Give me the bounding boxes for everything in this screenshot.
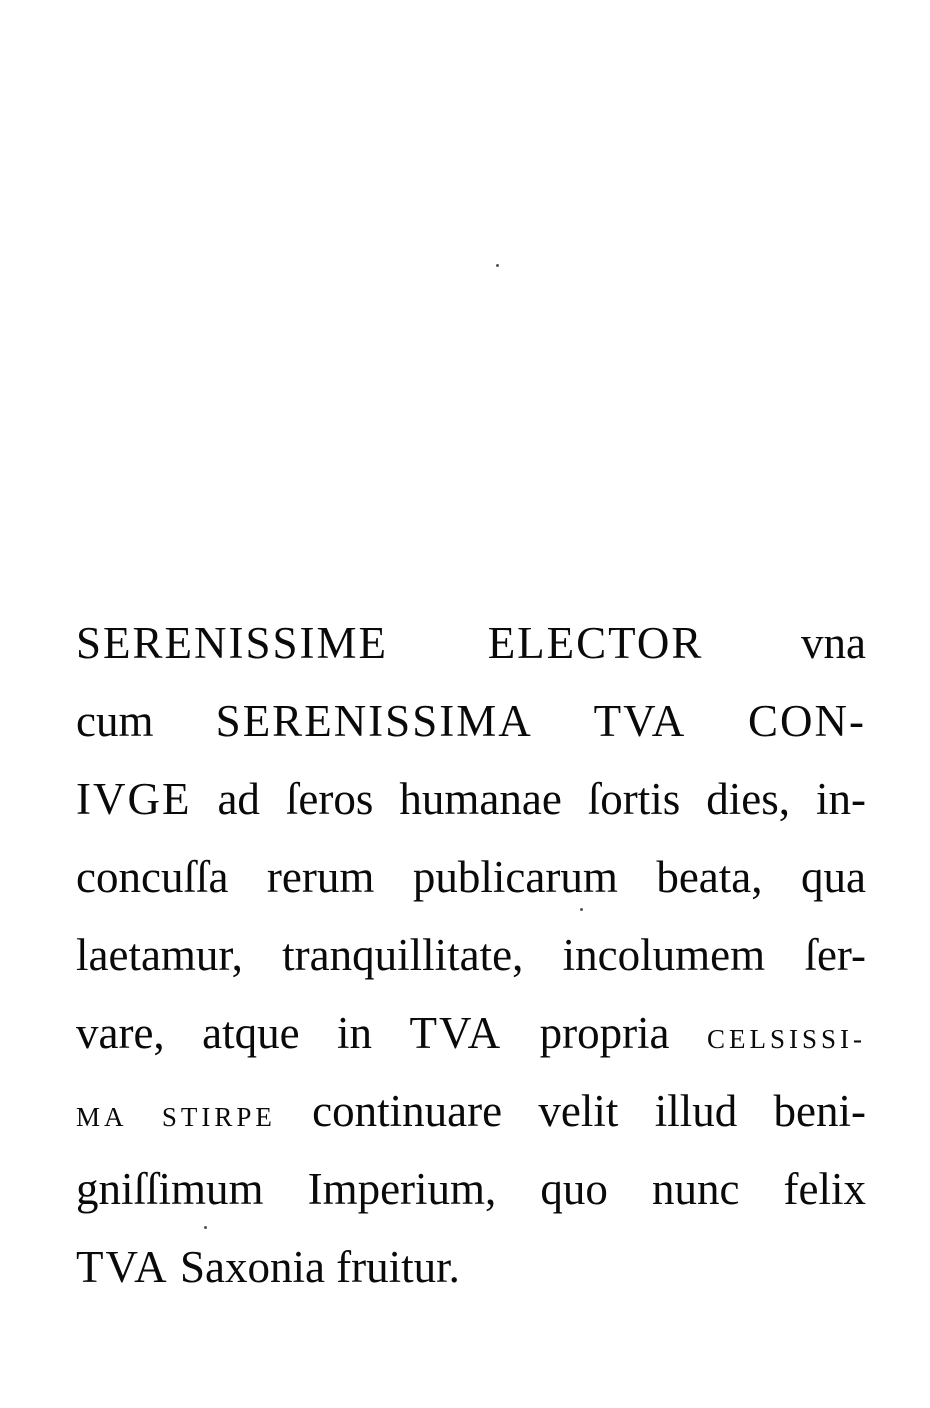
- text-line: [76, 838, 866, 916]
- text-run: vare, atque in: [76, 1008, 410, 1058]
- text-line: [76, 682, 866, 760]
- text-run: gniſſimum Imperium, quo nunc felix: [76, 1164, 866, 1214]
- text-line: [76, 1150, 866, 1228]
- text-line: [76, 760, 866, 838]
- text-line: [76, 1228, 866, 1306]
- text-run: cum: [76, 696, 216, 746]
- text-run: propria: [502, 1008, 707, 1058]
- text-run: TVA: [409, 1008, 503, 1058]
- text-line: [76, 916, 866, 994]
- text-run: MA STIRPE: [76, 1102, 276, 1132]
- text-run: laetamur, tranquillitate, incolumem ſer-: [76, 930, 866, 980]
- text-line: [76, 994, 866, 1072]
- text-run: SERENISSIME ELECTOR: [76, 618, 704, 668]
- text-run: IVGE: [76, 774, 192, 824]
- text-line: [76, 604, 866, 682]
- text-run: SERENISSIMA TVA CON-: [215, 696, 866, 746]
- text-run: TVA: [76, 1242, 169, 1292]
- print-speck: [496, 264, 499, 267]
- text-run: continuare velit illud beni-: [275, 1086, 866, 1136]
- text-run: vna: [703, 618, 866, 668]
- text-run: Saxonia fruitur.: [168, 1242, 460, 1292]
- text-run: ad ſeros humanae ſortis dies, in-: [191, 774, 866, 824]
- dedication-paragraph: [76, 604, 866, 1306]
- text-run: CELSISSI-: [706, 1024, 866, 1054]
- text-line: [76, 1072, 866, 1150]
- text-run: concuſſa rerum publicarum beata, qua: [76, 852, 866, 902]
